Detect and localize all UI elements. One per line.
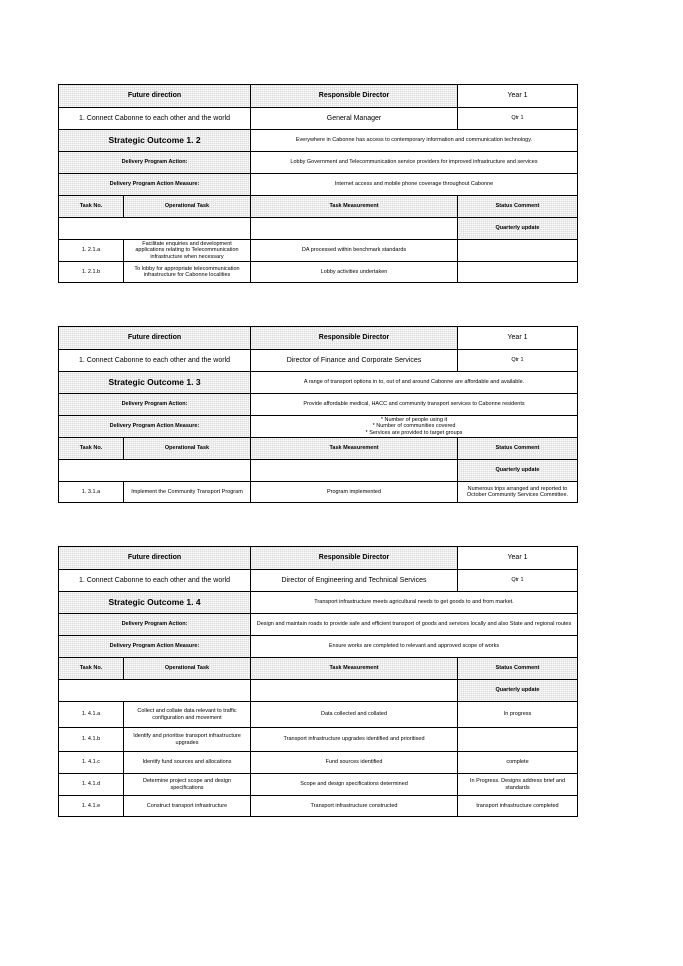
task-no: 1. 2.1.a xyxy=(81,247,101,254)
task-no-header: Task No. xyxy=(59,658,123,679)
operational-task: Implement the Community Transport Program xyxy=(123,482,250,502)
task-measurement-header: Task Measurement xyxy=(250,438,457,459)
year-label: Year 1 xyxy=(457,85,577,107)
status-comment xyxy=(457,240,577,261)
measure-line: * Number of people using it xyxy=(380,416,448,423)
status-comment-header: Status Comment xyxy=(457,438,577,459)
status-comment: Numerous trips arranged and reported to October Community Services Committee. xyxy=(457,482,577,502)
table-row xyxy=(59,701,577,727)
strategic-outcome-text: A range of transport options in to, out of and around Cabonne are affordable and available. xyxy=(250,372,577,393)
future-direction-value: 1. Connect Cabonne to each other and the world xyxy=(79,576,230,584)
operational-task-header: Operational Task xyxy=(123,658,250,679)
table-row xyxy=(59,239,577,261)
year-label: Year 1 xyxy=(457,547,577,569)
future-direction-value: 1. Connect Cabonne to each other and the world xyxy=(79,114,230,122)
table-row xyxy=(59,795,577,816)
task-measurement: Transport infrastructure constructed xyxy=(250,796,457,816)
table-row xyxy=(59,481,577,502)
year-label: Year 1 xyxy=(457,327,577,349)
status-comment: In Progress. Designs address brief and standards xyxy=(457,774,577,795)
outcome-table-1-4 xyxy=(58,546,578,817)
qtr-label: Qtr 1 xyxy=(457,570,577,591)
future-direction-header: Future direction xyxy=(59,327,250,349)
spacer-cell xyxy=(250,460,457,481)
strategic-outcome-text: Transport infrastructure meets agricultural needs to get goods to and from market. xyxy=(250,592,577,613)
table-row xyxy=(59,773,577,795)
task-measurement: Data collected and collated xyxy=(250,702,457,727)
future-direction-header: Future direction xyxy=(59,547,250,569)
operational-task-header: Operational Task xyxy=(123,196,250,217)
status-comment-header: Status Comment xyxy=(457,658,577,679)
dpam-text: Internet access and mobile phone coverage throughout Cabonne xyxy=(250,174,577,195)
operational-task: To lobby for appropriate telecommunication infrastructure for Cabonne localities xyxy=(123,262,250,282)
dpa-label: Delivery Program Action: xyxy=(59,614,250,635)
task-no: 1. 4.1.a xyxy=(81,711,101,718)
operational-task-header: Operational Task xyxy=(123,438,250,459)
outcome-table-1-2 xyxy=(58,84,578,283)
quarterly-update-header: Quarterly update xyxy=(457,460,577,481)
operational-task: Determine project scope and design specifications xyxy=(123,774,250,795)
task-measurement: DA processed within benchmark standards xyxy=(250,240,457,261)
task-no: 1. 4.1.d xyxy=(81,781,101,788)
dpam-label: Delivery Program Action Measure: xyxy=(59,416,250,437)
dpa-label: Delivery Program Action: xyxy=(59,152,250,173)
responsible-director-header: Responsible Director xyxy=(250,327,457,349)
outcome-table-1-3 xyxy=(58,326,578,503)
spacer-cell xyxy=(59,680,250,701)
spacer-cell xyxy=(59,218,250,239)
dpam-text: Ensure works are completed to relevant and approved scope of works xyxy=(250,636,577,657)
responsible-director-header: Responsible Director xyxy=(250,547,457,569)
dpam-label: Delivery Program Action Measure: xyxy=(59,174,250,195)
qtr-label: Qtr 1 xyxy=(457,108,577,129)
future-direction-value: 1. Connect Cabonne to each other and the world xyxy=(79,356,230,364)
dpam-text xyxy=(250,416,577,437)
status-comment xyxy=(457,728,577,751)
dpa-text: Lobby Government and Telecommunication service providers for improved infrastructure and services xyxy=(250,152,577,173)
task-no: 1. 2.1.b xyxy=(81,268,101,275)
director-value: Director of Finance and Corporate Services xyxy=(250,350,457,371)
task-measurement-header: Task Measurement xyxy=(250,196,457,217)
quarterly-update-header: Quarterly update xyxy=(457,680,577,701)
measure-line: * Number of communities covered xyxy=(372,423,456,430)
task-no-header: Task No. xyxy=(59,196,123,217)
task-measurement: Lobby activities undertaken xyxy=(250,262,457,282)
dpa-text: Design and maintain roads to provide safe and efficient transport of goods and services locally and also State and regional routes xyxy=(250,614,577,635)
responsible-director-header: Responsible Director xyxy=(250,85,457,107)
status-comment-header: Status Comment xyxy=(457,196,577,217)
task-no: 1. 3.1.a xyxy=(81,488,101,495)
operational-task: Collect and collate data relevant to traffic configuration and movement xyxy=(123,702,250,727)
operational-task: Identify fund sources and allocations xyxy=(123,752,250,773)
status-comment: In progress xyxy=(457,702,577,727)
dpa-label: Delivery Program Action: xyxy=(59,394,250,415)
task-measurement: Transport infrastructure upgrades identified and prioritised xyxy=(250,728,457,751)
task-measurement: Program implemented xyxy=(250,482,457,502)
spacer-cell xyxy=(59,460,250,481)
strategic-outcome-label: Strategic Outcome 1. 3 xyxy=(59,372,250,393)
status-comment: transport infrastructure completed xyxy=(457,796,577,816)
strategic-outcome-label: Strategic Outcome 1. 2 xyxy=(59,130,250,151)
spacer-cell xyxy=(250,218,457,239)
dpa-text: Provide affordable medical, HACC and community transport services to Cabonne residents xyxy=(250,394,577,415)
task-no-header: Task No. xyxy=(59,438,123,459)
quarterly-update-header: Quarterly update xyxy=(457,218,577,239)
measure-line: * Services are provided to target groups xyxy=(365,429,463,436)
table-row xyxy=(59,727,577,751)
strategic-outcome-text: Everywhere in Cabonne has access to contemporary information and communication technology. xyxy=(250,130,577,151)
director-value: General Manager xyxy=(250,108,457,129)
table-row xyxy=(59,751,577,773)
task-no: 1. 4.1.b xyxy=(81,736,101,743)
status-comment: complete xyxy=(457,752,577,773)
task-no: 1. 4.1.e xyxy=(81,802,101,809)
qtr-label: Qtr 1 xyxy=(457,350,577,371)
director-value: Director of Engineering and Technical Services xyxy=(250,570,457,591)
task-no: 1. 4.1.c xyxy=(81,759,101,766)
spacer-cell xyxy=(250,680,457,701)
task-measurement-header: Task Measurement xyxy=(250,658,457,679)
table-row xyxy=(59,261,577,282)
future-direction-header: Future direction xyxy=(59,85,250,107)
operational-task: Facilitate enquiries and development applications relating to Telecommunication infrastructure when necessary xyxy=(123,240,250,261)
dpam-label: Delivery Program Action Measure: xyxy=(59,636,250,657)
status-comment xyxy=(457,262,577,282)
task-measurement: Scope and design specifications determined xyxy=(250,774,457,795)
task-measurement: Fund sources identified xyxy=(250,752,457,773)
operational-task: Identify and prioritise transport infrastructure upgrades xyxy=(123,728,250,751)
strategic-outcome-label: Strategic Outcome 1. 4 xyxy=(59,592,250,613)
operational-task: Construct transport infrastructure xyxy=(123,796,250,816)
